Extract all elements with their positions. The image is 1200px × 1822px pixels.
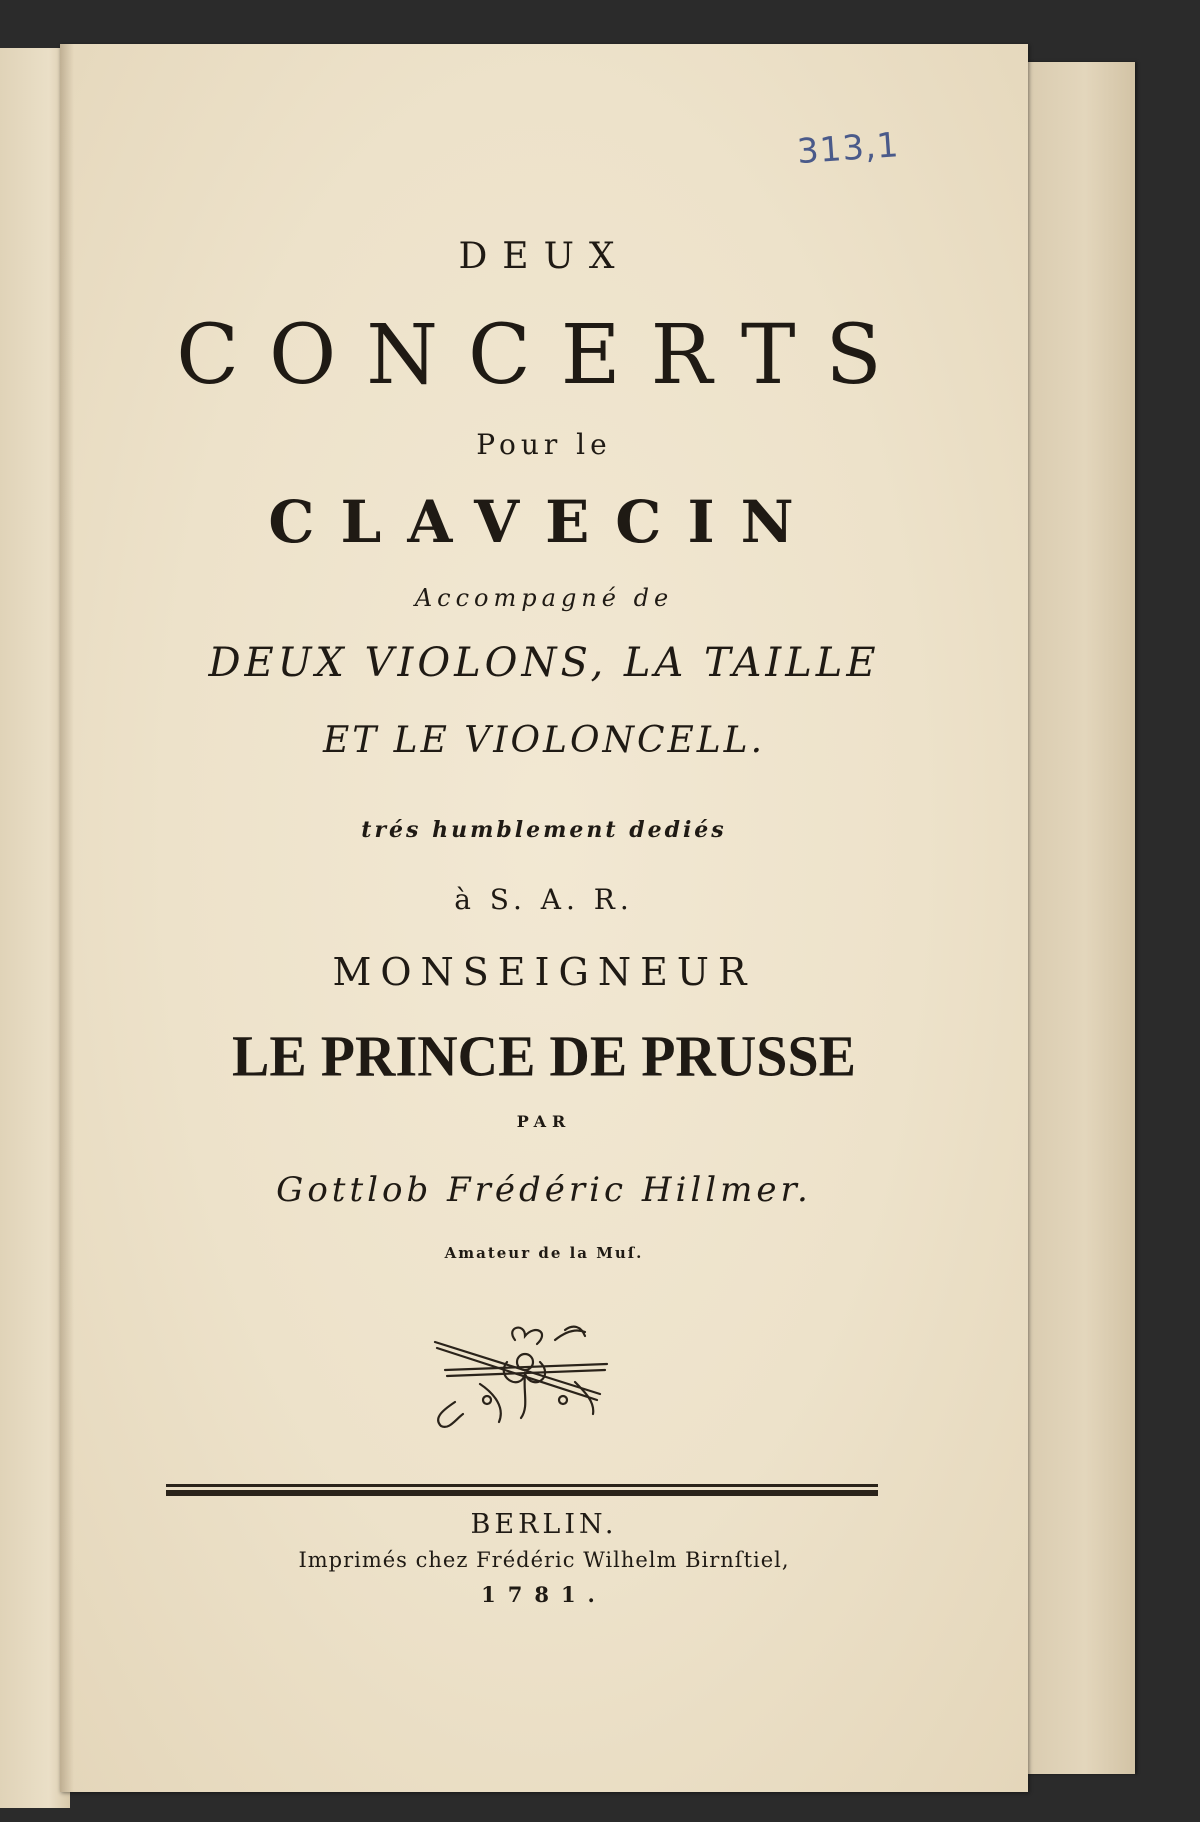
title-line-deux: DEUX <box>458 236 630 277</box>
author-note: Amateur de la Muſ. <box>444 1244 644 1262</box>
by-line-par: PAR <box>516 1112 572 1131</box>
back-page-edge <box>1010 62 1135 1774</box>
dedication-line: trés humblement dediés <box>361 817 727 843</box>
title-line-violoncell: ET LE VIOLONCELL. <box>322 720 766 761</box>
title-line-violons: DEUX VIOLONS, LA TAILLE <box>208 640 880 686</box>
title-line-accompagne: Accompagné de <box>414 584 674 612</box>
title-line-concerts: CONCERTS <box>176 308 912 403</box>
musical-instruments-ornament <box>425 1322 615 1432</box>
title-line-clavecin: CLAVECIN <box>268 488 820 556</box>
dedication-sar: à S. A. R. <box>454 883 634 916</box>
title-line-pour-le: Pour le <box>476 428 612 461</box>
dedication-monseigneur: MONSEIGNEUR <box>332 950 756 994</box>
imprint-city: BERLIN. <box>470 1509 618 1540</box>
imprint-printer: Imprimés chez Frédéric Wilhelm Birnſtiel, <box>298 1548 790 1572</box>
shelfmark: 313,1 <box>795 125 901 173</box>
author-name: Gottlob Frédéric Hillmer. <box>276 1170 812 1210</box>
dedication-prince: LE PRINCE DE PRUSSE <box>232 1024 856 1090</box>
double-rule <box>166 1483 878 1497</box>
imprint-year: 1781. <box>481 1582 607 1607</box>
